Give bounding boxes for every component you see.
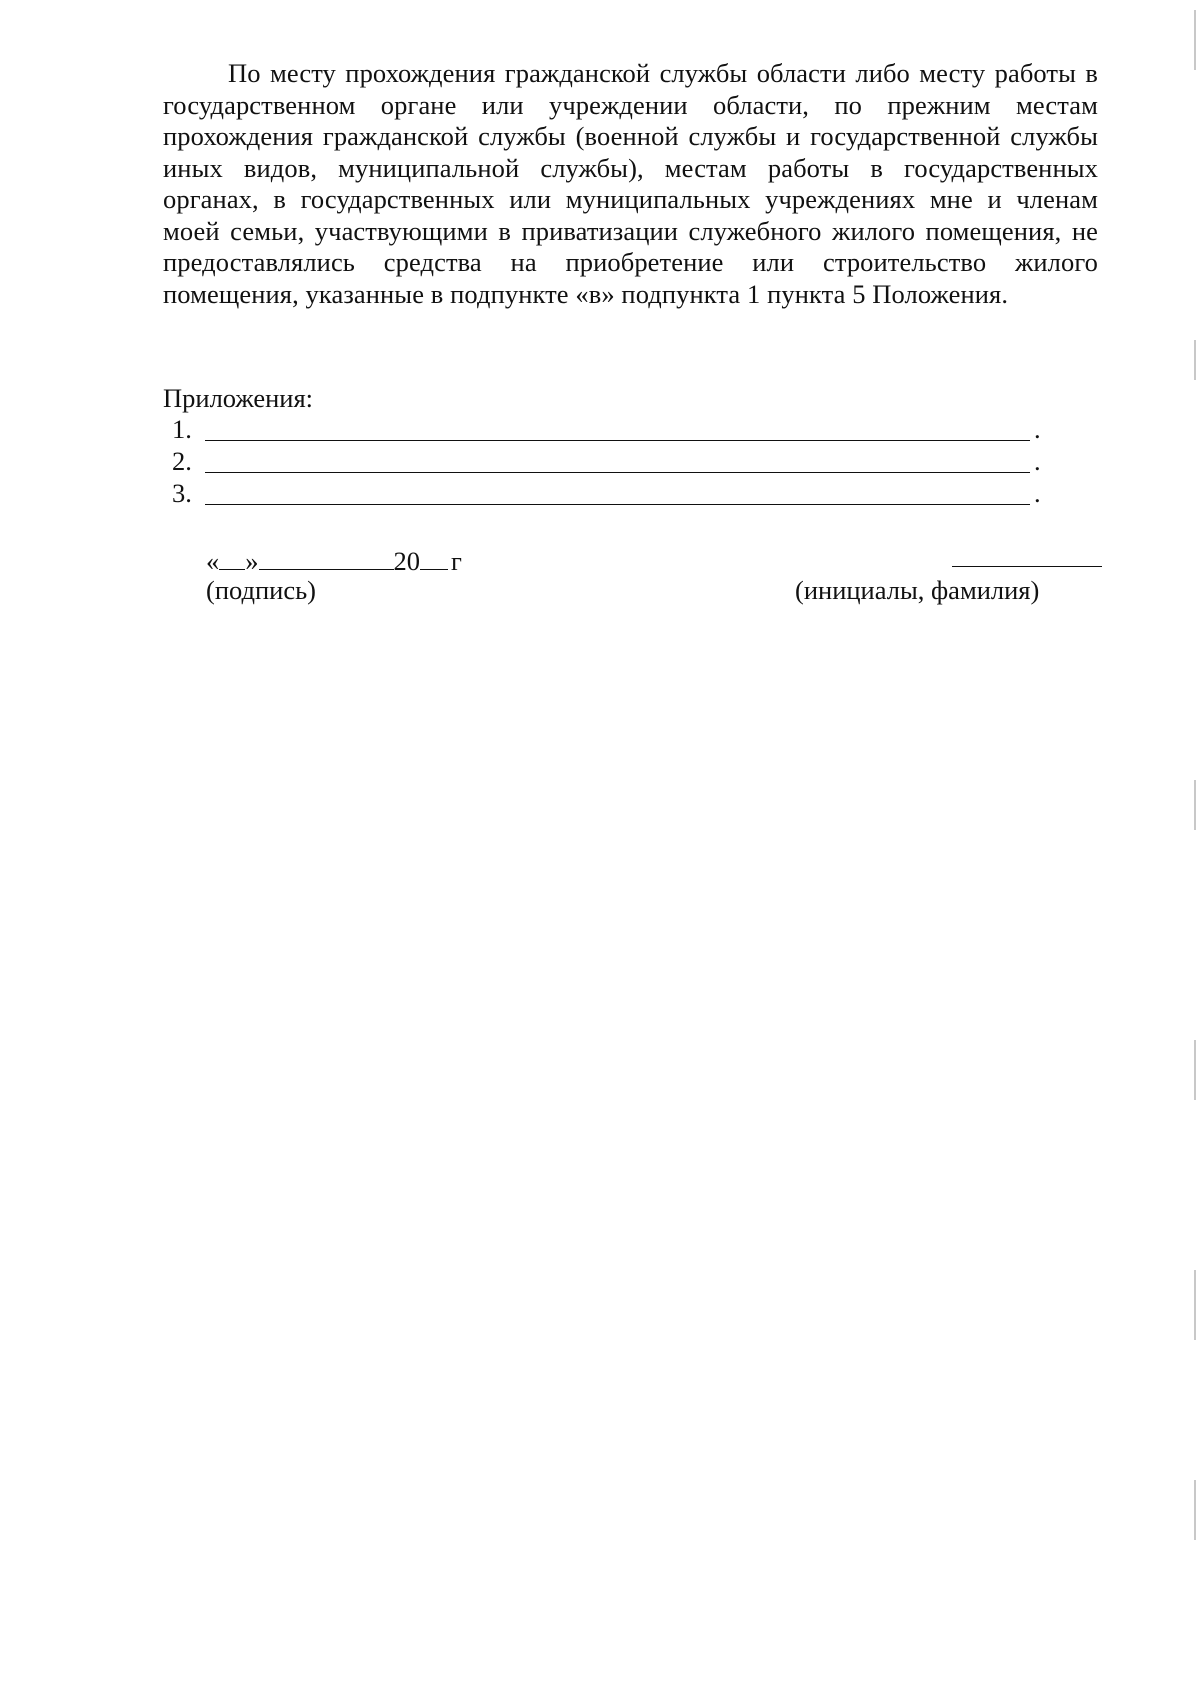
month-blank xyxy=(259,547,394,570)
scan-edge-mark xyxy=(1194,1040,1196,1100)
scan-edge-mark xyxy=(1194,1270,1196,1340)
date-line xyxy=(206,546,462,577)
attachment-blank-field xyxy=(205,440,1030,441)
date-close-quote: » xyxy=(245,546,259,576)
signature-caption: (подпись) xyxy=(206,575,317,605)
attachment-line-end: . xyxy=(1034,414,1041,444)
attachment-number: 2. xyxy=(172,446,192,476)
name-blank-field xyxy=(952,566,1102,567)
attachment-number: 3. xyxy=(172,478,192,508)
scan-edge-mark xyxy=(1194,780,1196,830)
year-suffix: г xyxy=(451,546,462,576)
scan-edge-mark xyxy=(1194,340,1196,380)
attachment-blank-field xyxy=(205,504,1030,505)
year-prefix: 20 xyxy=(393,546,420,576)
attachment-blank-field xyxy=(205,472,1030,473)
year-blank xyxy=(420,547,448,570)
day-blank xyxy=(219,547,245,570)
attachment-line-end: . xyxy=(1034,446,1041,476)
attachment-line-end: . xyxy=(1034,478,1041,508)
attachment-line-2 xyxy=(172,446,1052,477)
attachment-line-1 xyxy=(172,414,1052,445)
attachments-title: Приложения: xyxy=(163,383,314,413)
scan-edge-mark xyxy=(1194,1480,1196,1540)
scan-edge-mark xyxy=(1194,10,1196,70)
attachment-number: 1. xyxy=(172,414,192,444)
statement-paragraph: По месту прохождения гражданской службы области либо месту работы в государственном органе или учреждении области, по прежним местам прохождения гражданской службы (военной службы и государственной службы иных видов, муниципальной службы), местам работы в государственных органах, в государственных или муниципальных учреждениях мне и членам моей семьи, участвующими в приватизации служебного жилого помещения, не предоставлялись средства на приобретение или строительство жилого помещения, указанные в подпункте «в» подпункта 1 пункта 5 Положения. xyxy=(163,58,1098,309)
attachment-line-3 xyxy=(172,478,1052,509)
date-open-quote: « xyxy=(206,546,220,576)
name-caption: (инициалы, фамилия) xyxy=(795,575,1040,605)
